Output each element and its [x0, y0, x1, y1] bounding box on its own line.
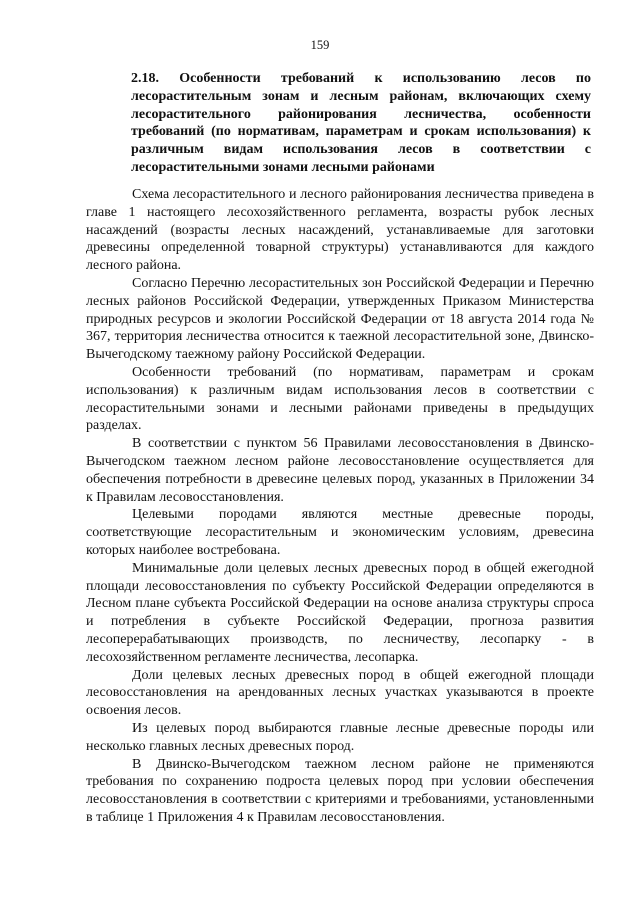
- paragraph: Согласно Перечню лесорастительных зон Российской Федерации и Перечню лесных районов Российской Федерации, утвержденных Приказом Министерства природных ресурсов и экологии Российской Федерации от 18 августа 2014 года № 367, территория лесничества относится к таежной лесорастительной зоне, Двинско-Вычегодскому таежному району Российской Федерации.: [86, 275, 594, 363]
- section-body: [86, 186, 594, 827]
- paragraph: Схема лесорастительного и лесного районирования лесничества приведена в главе 1 настоящего лесохозяйственного регламента, возрасты рубок лесных насаждений (возрасты лесных насаждений, устанавливаемые для заготовки древесины определенной товарной структуры) устанавливаются для каждого лесного района.: [86, 187, 594, 274]
- page-number: 159: [310, 38, 330, 52]
- paragraph: Особенности требований (по нормативам, параметрам и срокам использования) к различным видам использования лесов в соответствии с лесорастительными зонами и лесными районами приведены в предыдущих разделах.: [86, 364, 594, 434]
- paragraph: В соответствии с пунктом 56 Правилами лесовосстановления в Двинско-Вычегодском таежном лесном районе лесовосстановление осуществляется для обеспечения потребности в древесине целевых пород, указанных в Приложении 34 к Правилам лесовосстановления.: [86, 436, 594, 505]
- paragraph: Из целевых пород выбираются главные лесные древесные породы или несколько главных лесных древесных пород.: [86, 720, 594, 754]
- paragraph: Доли целевых лесных древесных пород в общей ежегодной площади лесовосстановления на арендованных лесных участках указываются в проекте освоения лесов.: [86, 667, 594, 719]
- paragraph: Минимальные доли целевых лесных древесных пород в общей ежегодной площади лесовосстановления по субъекту Российской Федерации определяются в Лесном плане субъекта Российской Федерации на основе анализа структуры спроса и потребления в субъекте Российской Федерации, прогноза развития лесоперерабатывающих производств, по лесничеству, лесопарку - в лесохозяйственном регламенте лесничества, лесопарка.: [86, 560, 594, 665]
- section-heading: 2.18. Особенности требований к использованию лесов по лесорастительным зонам и лесным районам, включающих схему лесорастительного районирования лесничества, особенности требований (по нормативам, параметрам и срокам использования) к различным видам использования лесов в соответствии с лесорастительными зонами лесными районами: [131, 71, 591, 175]
- paragraph: В Двинско-Вычегодском таежном лесном районе не применяются требования по сохранению подроста целевых пород при условии обеспечения лесовосстановления в соответствии с критериями и требованиями, установленными в таблице 1 Приложения 4 к Правилам лесовосстановления.: [86, 756, 594, 825]
- paragraph: Целевыми породами являются местные древесные породы, соответствующие лесорастительным и экономическим условиям, древесина которых наиболее востребована.: [86, 507, 594, 558]
